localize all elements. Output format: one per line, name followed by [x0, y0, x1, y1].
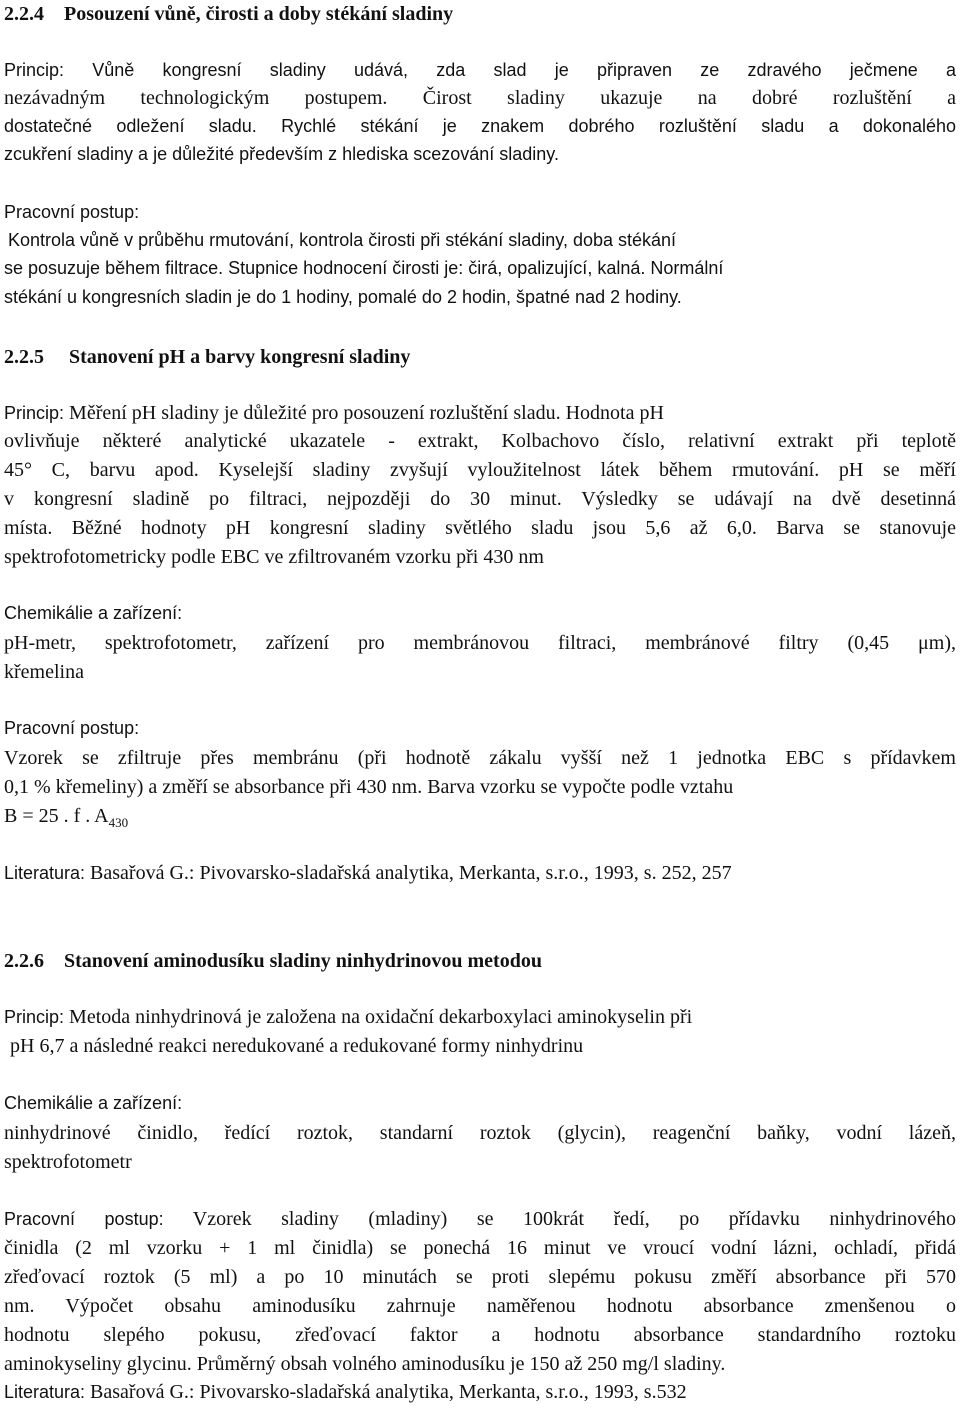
paragraph-line: hodnotu slepého pokusu, zřeďovací faktor a hodnotu absorbance standardního roztoku [4, 1324, 956, 1346]
formula-main: B = 25 . f . A [4, 805, 109, 827]
literatura-line [4, 861, 956, 885]
section-number: 2.2.5 [4, 346, 44, 368]
paragraph-line: ninhydrinové činidlo, ředící roztok, standarní roztok (glycin), reagenční baňky, vodní lázeň, [4, 1122, 956, 1144]
paragraph-line: místa. Běžné hodnoty pH kongresní sladiny světlého sladu jsou 5,6 až 6,0. Barva se stanovuje [4, 517, 956, 539]
literatura-label: Literatura: [4, 1382, 86, 1402]
paragraph-line: pH-metr, spektrofotometr, zařízení pro membránovou filtraci, membránové filtry (0,45 μm), [4, 632, 956, 654]
paragraph-line: pH 6,7 a následné reakci neredukované a redukované formy ninhydrinu [10, 1035, 584, 1057]
paragraph-line: zřeďovací roztok (5 ml) a po 10 minutách se proti slepému pokusu změří absorbance při 570 [4, 1266, 956, 1288]
princip-label: Princip: [4, 1007, 65, 1027]
paragraph-line: činidla (2 ml vzorku + 1 ml činidla) se ponechá 16 minut ve vroucí vodní lázni, ochladí, přidá [4, 1237, 956, 1259]
chemikalie-label: Chemikálie a zařízení: [4, 1093, 183, 1113]
princip-label: Princip: [4, 403, 65, 423]
paragraph-line: Vzorek se zfiltruje přes membránu (při hodnotě zákalu vyšší než 1 jednotka EBC s přídavkem [4, 747, 956, 769]
paragraph-line: zcukření sladiny a je důležité především z hlediska scezování sladiny. [4, 144, 559, 164]
section-title: Stanovení aminodusíku sladiny ninhydrinovou metodou [64, 950, 542, 972]
paragraph-line: se posuzuje během filtrace. Stupnice hodnocení čirosti je: čirá, opalizující, kalná. Normální [4, 258, 724, 278]
chemikalie-label: Chemikálie a zařízení: [4, 603, 183, 623]
formula-subscript: 430 [108, 815, 129, 830]
postup-label: Pracovní postup: [4, 718, 140, 738]
heading-2-2-5 [4, 345, 956, 369]
literatura-text: Basařová G.: Pivovarsko-sladařská analytika, Merkanta, s.r.o., 1993, s.532 [90, 1381, 687, 1403]
paragraph-line: Princip: Měření pH sladiny je důležité pro posouzení rozluštění sladu. Hodnota pH [4, 402, 664, 424]
formula [4, 804, 956, 828]
postup-label: Pracovní postup: [4, 1209, 164, 1229]
paragraph-line: stékání u kongresních sladin je do 1 hodiny, pomalé do 2 hodin, špatné nad 2 hodiny. [4, 287, 682, 307]
heading-2-2-4 [4, 2, 956, 26]
paragraph-line: nezávadným technologickým postupem. Čirost sladiny ukazuje na dobré rozluštění a [4, 87, 956, 109]
paragraph-line: Princip: Metoda ninhydrinová je založena na oxidační dekarboxylaci aminokyselin při [4, 1006, 693, 1028]
princip-label: Princip: [4, 60, 65, 80]
literatura-text: Basařová G.: Pivovarsko-sladařská analytika, Merkanta, s.r.o., 1993, s. 252, 257 [90, 862, 732, 884]
paragraph-line: spektrofotometr [4, 1151, 132, 1173]
heading-2-2-6 [4, 949, 956, 973]
literatura-line [4, 1380, 956, 1404]
paragraph-line: nm. Výpočet obsahu aminodusíku zahrnuje naměřenou hodnotu absorbance zmenšenou o [4, 1295, 956, 1317]
literatura-label: Literatura: [4, 863, 86, 883]
section-number: 2.2.4 [4, 3, 44, 25]
paragraph-line: ovlivňuje některé analytické ukazatele - extrakt, Kolbachovo číslo, relativní extrakt při teplotě [4, 430, 956, 452]
paragraph-line: křemelina [4, 661, 84, 683]
paragraph-line: 0,1 % křemeliny) a změří se absorbance při 430 nm. Barva vzorku se vypočte podle vztahu [4, 776, 734, 798]
paragraph-line: spektrofotometricky podle EBC ve zfiltrovaném vzorku při 430 nm [4, 546, 544, 568]
paragraph-line: Pracovní postup: Vzorek sladiny (mladiny) se 100krát ředí, po přídavku ninhydrinového [4, 1208, 956, 1230]
section-number: 2.2.6 [4, 950, 44, 972]
paragraph-line: aminokyseliny glycinu. Průměrný obsah volného aminodusíku je 150 až 250 mg/l sladiny. [4, 1353, 726, 1375]
section-title: Stanovení pH a barvy kongresní sladiny [69, 346, 411, 368]
paragraph-line: Kontrola vůně v průběhu rmutování, kontrola čirosti při stékání sladiny, doba stékání [8, 230, 677, 250]
paragraph-line: 45° C, barvu apod. Kyselejší sladiny zvyšují vyloužitelnost látek během rmutování. pH se měří [4, 459, 956, 481]
postup-label: Pracovní postup: [4, 202, 140, 222]
paragraph-line: Princip: Vůně kongresní sladiny udává, zda slad je připraven ze zdravého ječmene a [4, 60, 956, 80]
section-title: Posouzení vůně, čirosti a doby stékání sladiny [64, 3, 454, 25]
paragraph-line: v kongresní sladině po filtraci, nejpozději do 30 minut. Výsledky se udávají na dvě desetinná [4, 488, 956, 510]
paragraph-line: dostatečné odležení sladu. Rychlé stékání je znakem dobrého rozluštění sladu a dokonalého [4, 116, 956, 136]
